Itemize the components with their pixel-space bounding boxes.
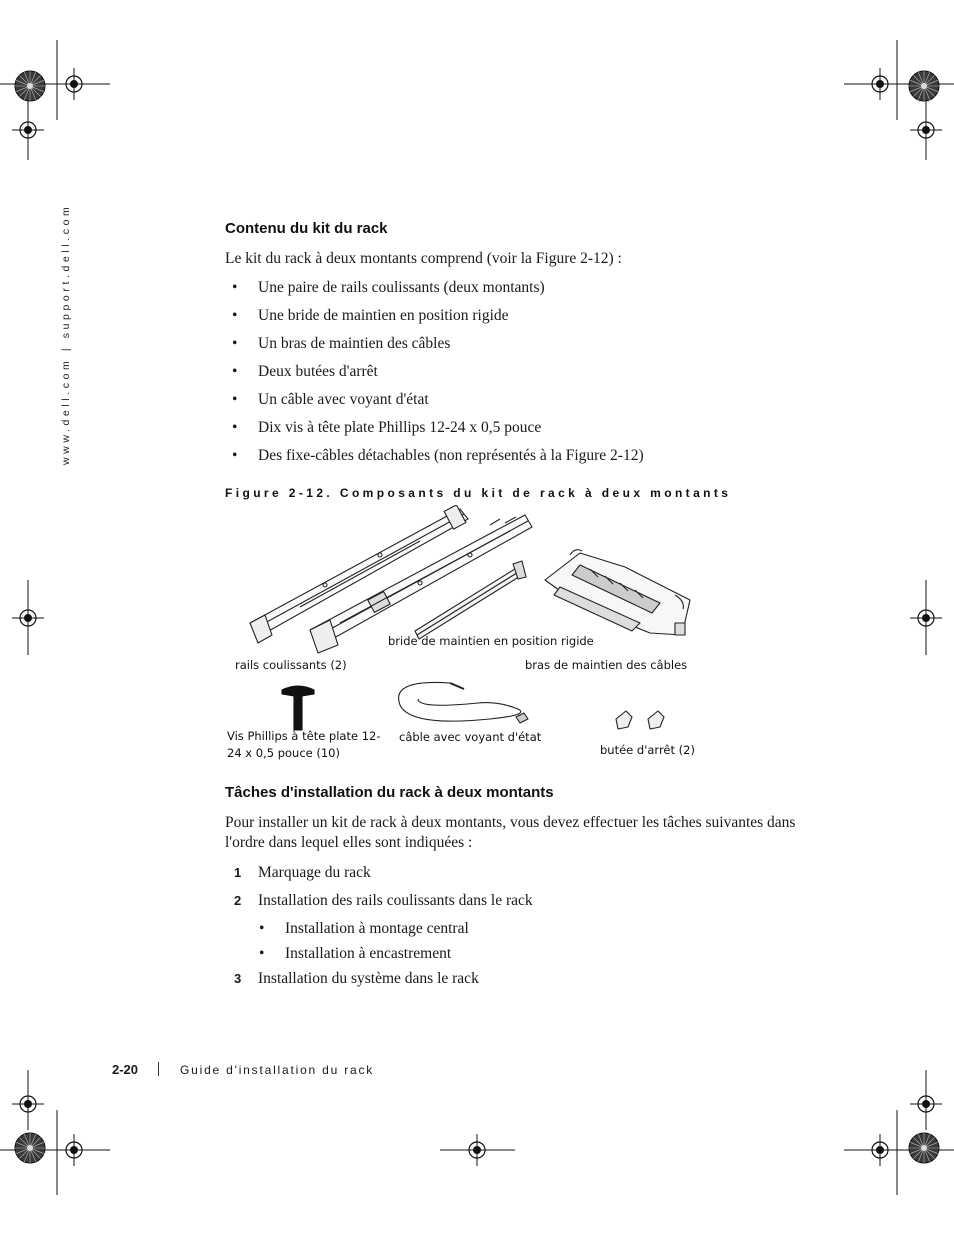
list-item: • Deux butées d'arrêt bbox=[230, 361, 644, 389]
label-status-cable: câble avec voyant d'état bbox=[399, 730, 542, 744]
label-slide-rails: rails coulissants (2) bbox=[235, 658, 347, 672]
list-item: • Des fixe-câbles détachables (non représentés à la Figure 2-12) bbox=[230, 445, 644, 473]
kit-items-list bbox=[230, 277, 644, 473]
status-cable bbox=[399, 682, 528, 723]
step-item bbox=[230, 890, 850, 918]
cable-arm bbox=[545, 550, 690, 635]
list-item: • Une bride de maintien en position rigide bbox=[230, 305, 644, 333]
install-steps bbox=[230, 862, 850, 996]
label-screws-line1: Vis Phillips à tête plate 12- bbox=[227, 729, 381, 743]
label-rigid-bracket: bride de maintien en position rigide bbox=[388, 634, 594, 648]
list-item: • Un câble avec voyant d'état bbox=[230, 389, 644, 417]
sidebar-url: www.dell.com | support.dell.com bbox=[60, 203, 72, 465]
list-item: • Un bras de maintien des câbles bbox=[230, 333, 644, 361]
label-screws-line2: 24 x 0,5 pouce (10) bbox=[227, 746, 340, 760]
step-sub-list bbox=[230, 918, 850, 968]
stop-icon bbox=[616, 711, 664, 729]
install-intro-line1: Pour installer un kit de rack à deux montants, vous devez effectuer les tâches suivantes dans bbox=[225, 814, 796, 831]
step-text: Marquage du rack bbox=[258, 864, 371, 881]
footer-title: Guide d'installation du rack bbox=[180, 1063, 375, 1077]
rack-kit-illustration bbox=[220, 505, 720, 755]
step-item bbox=[230, 968, 850, 996]
label-cable-arm: bras de maintien des câbles bbox=[525, 658, 688, 672]
step-number: 2 bbox=[234, 893, 242, 908]
section-heading-kit-contents: Contenu du kit du rack bbox=[225, 220, 388, 237]
page-number: 2-20 bbox=[112, 1062, 139, 1077]
screw-icon bbox=[282, 686, 314, 730]
step-item bbox=[230, 862, 850, 890]
step-number: 3 bbox=[234, 971, 242, 986]
list-item: • Installation à encastrement bbox=[230, 943, 850, 968]
kit-intro: Le kit du rack à deux montants comprend (voir la Figure 2-12) : bbox=[225, 250, 622, 267]
step-number: 1 bbox=[234, 865, 242, 880]
install-intro-line2: l'ordre dans lequel elles sont indiquées : bbox=[225, 834, 473, 851]
figure-caption: Figure 2-12. Composants du kit de rack à deux montants bbox=[225, 486, 732, 500]
list-item: • Installation à montage central bbox=[230, 918, 850, 943]
step-text: Installation des rails coulissants dans le rack bbox=[258, 892, 533, 909]
list-item: • Dix vis à tête plate Phillips 12-24 x 0,5 pouce bbox=[230, 417, 644, 445]
label-stops: butée d'arrêt (2) bbox=[600, 743, 695, 757]
footer-divider bbox=[158, 1062, 159, 1076]
step-text: Installation du système dans le rack bbox=[258, 970, 479, 987]
section-heading-install-tasks: Tâches d'installation du rack à deux montants bbox=[225, 784, 554, 801]
list-item: • Une paire de rails coulissants (deux montants) bbox=[230, 277, 644, 305]
